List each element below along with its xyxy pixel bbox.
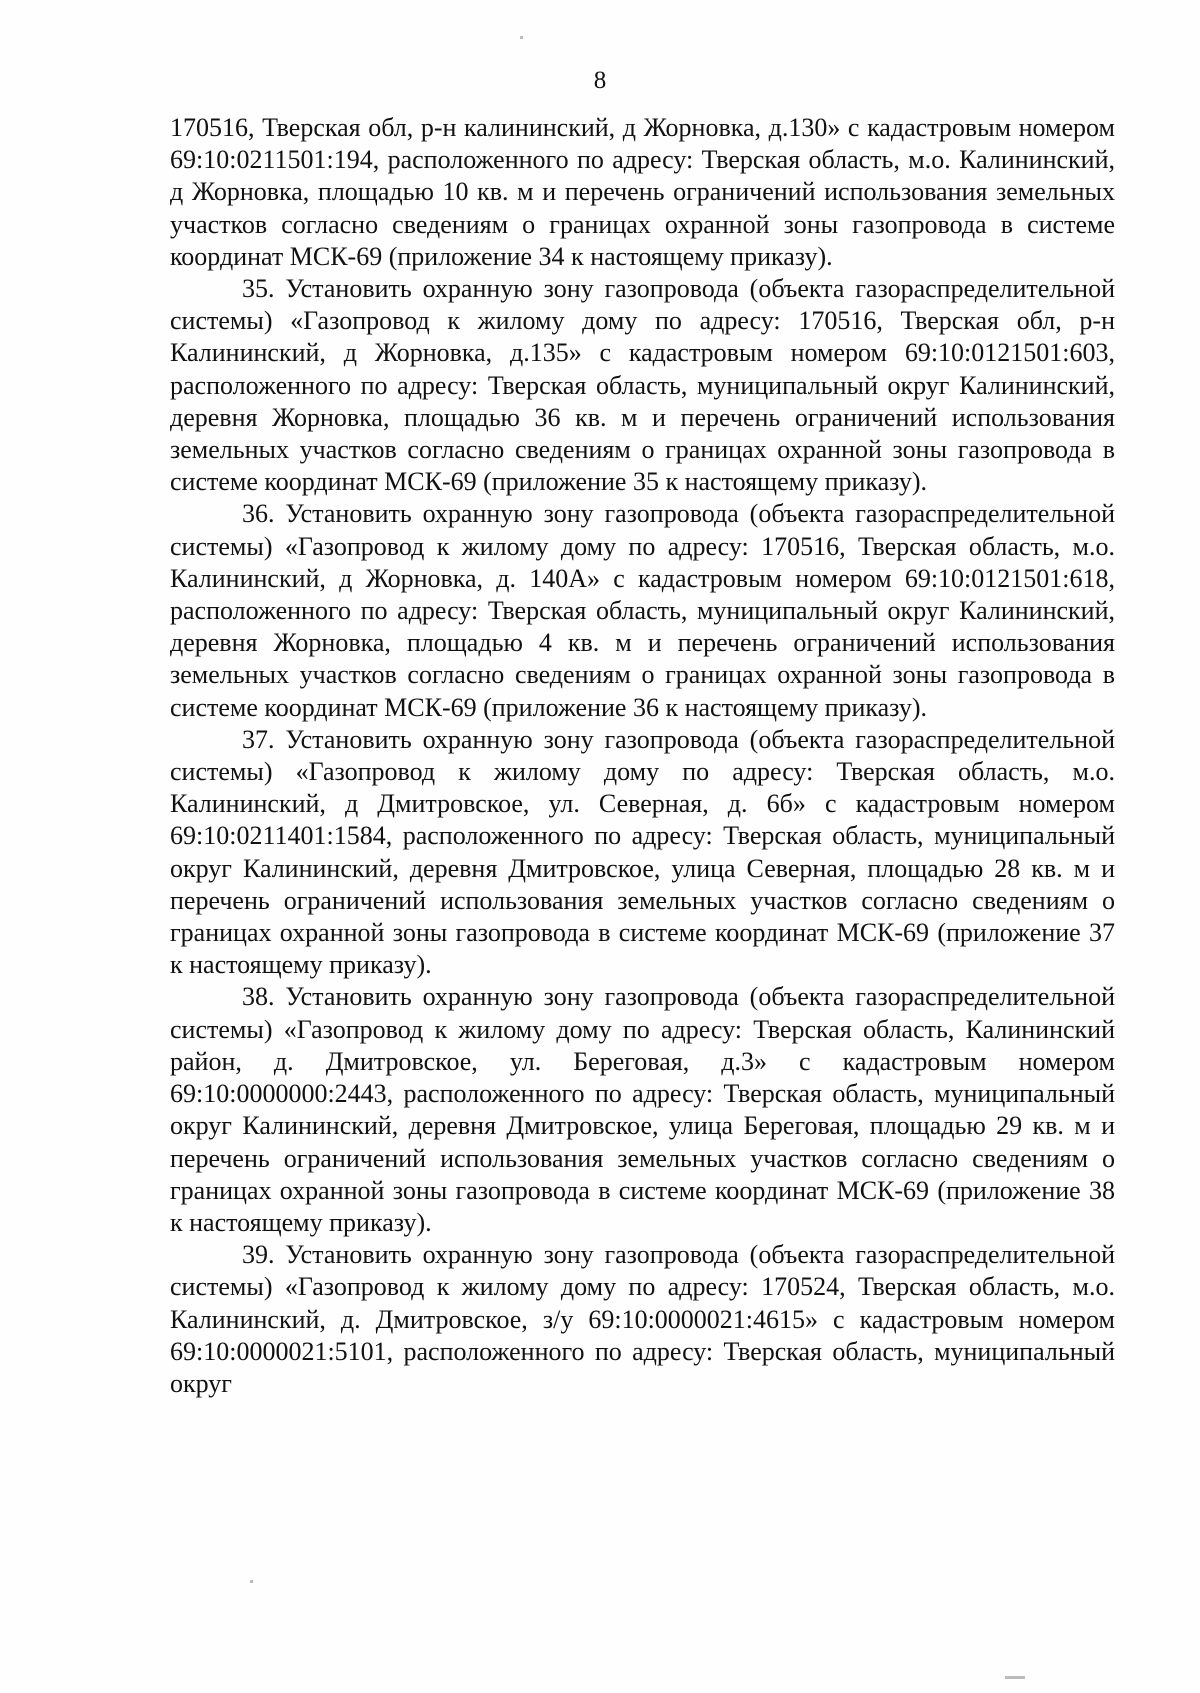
paragraph-38: 38. Установить охранную зону газопровода (объекта газораспределительной системы) «Газопровод к жилому дому по адресу: Тверская область, Калининский район, д. Дмитровское, ул. Береговая, д.3» с кадастровым номером 69:10:0000000:2443, расположенного по адресу: Тверская область, муниципальный округ Калининский, деревня Дмитровское, улица Береговая, площадью 29 кв. м и перечень ограничений использования земельных участков согласно сведениям о границах охранной зоны газопровода в системе координат МСК-69 (приложение 38 к настоящему приказу). xyxy=(170,982,1115,1237)
scan-speck xyxy=(250,1580,253,1583)
scan-speck xyxy=(1005,1676,1025,1679)
paragraph-35: 35. Установить охранную зону газопровода (объекта газораспределительной системы) «Газопровод к жилому дому по адресу: 170516, Тверская обл, р-н Калининский, д Жорновка, д.135» с кадастровым номером 69:10:0121501:603, расположенного по адресу: Тверская область, муниципальный округ Калининский, деревня Жорновка, площадью 36 кв. м и перечень ограничений использования земельных участков согласно сведениям о границах охранной зоны газопровода в системе координат МСК-69 (приложение 35 к настоящему приказу). xyxy=(170,274,1115,497)
scan-speck xyxy=(520,36,523,39)
paragraph-37: 37. Установить охранную зону газопровода (объекта газораспределительной системы) «Газопровод к жилому дому по адресу: Тверская область, м.о. Калининский, д Дмитровское, ул. Северная, д. 6б» с кадастровым номером 69:10:0211401:1584, расположенного по адресу: Тверская область, муниципальный округ Калининский, деревня Дмитровское, улица Северная, площадью 28 кв. м и перечень ограничений использования земельных участков согласно сведениям о границах охранной зоны газопровода в системе координат МСК-69 (приложение 37 к настоящему приказу). xyxy=(170,724,1115,980)
document-body xyxy=(170,112,1115,1400)
paragraph-39: 39. Установить охранную зону газопровода (объекта газораспределительной системы) «Газопровод к жилому дому по адресу: 170524, Тверская область, м.о. Калининский, д. Дмитровское, з/у 69:10:0000021:4615» с кадастровым номером 69:10:0000021:5101, расположенного по адресу: Тверская область, муниципальный округ xyxy=(170,1240,1115,1398)
paragraph-34-continuation: 170516, Тверская обл, р-н калининский, д Жорновка, д.130» с кадастровым номером 69:10:0211501:194, расположенного по адресу: Тверская область, м.о. Калининский, д Жорновка, площадью 10 кв. м и перечень ограничений использования земельных участков согласно сведениям о границах охранной зоны газопровода в системе координат МСК-69 (приложение 34 к настоящему приказу). xyxy=(170,113,1115,271)
paragraph-36: 36. Установить охранную зону газопровода (объекта газораспределительной системы) «Газопровод к жилому дому по адресу: 170516, Тверская область, м.о. Калининский, д Жорновка, д. 140А» с кадастровым номером 69:10:0121501:618, расположенного по адресу: Тверская область, муниципальный округ Калининский, деревня Жорновка, площадью 4 кв. м и перечень ограничений использования земельных участков согласно сведениям о границах охранной зоны газопровода в системе координат МСК-69 (приложение 36 к настоящему приказу). xyxy=(170,499,1115,722)
page-number: 8 xyxy=(593,67,607,94)
